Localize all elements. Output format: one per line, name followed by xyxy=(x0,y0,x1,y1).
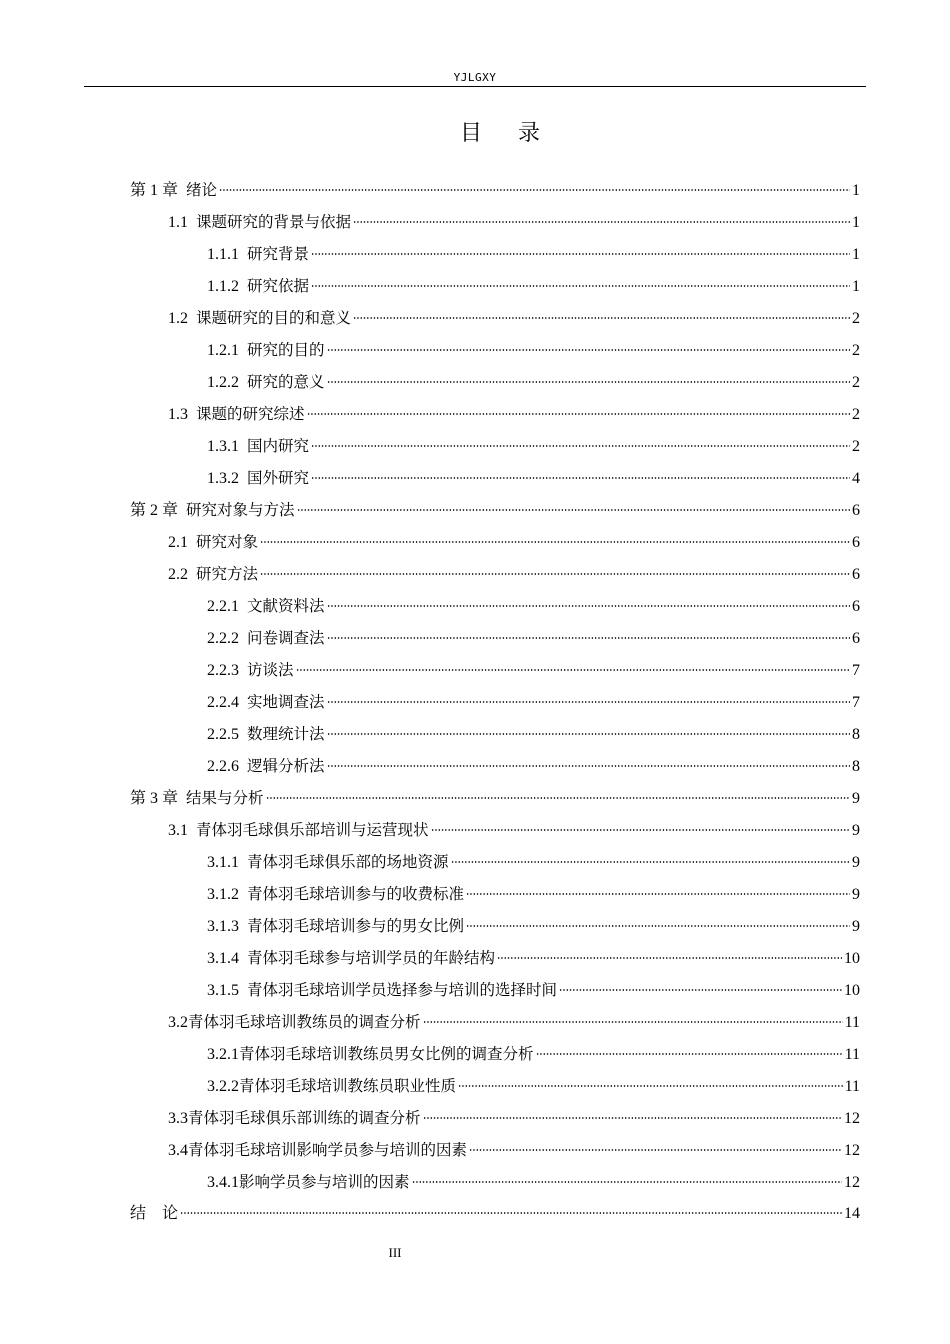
toc-entry-page: 9 xyxy=(852,918,860,935)
toc-dot-leader xyxy=(327,637,850,639)
toc-entry[interactable] xyxy=(207,754,860,778)
toc-dot-leader xyxy=(353,221,850,223)
toc-entry-title: 逻辑分析法 xyxy=(247,757,325,775)
toc-entry-page: 8 xyxy=(852,726,860,743)
toc-entry-title: 研究的目的 xyxy=(247,341,325,359)
toc-entry-title: 研究对象与方法 xyxy=(186,501,295,519)
toc-dot-leader xyxy=(219,189,850,191)
toc-entry[interactable] xyxy=(207,242,860,266)
toc-entry-title: 数理统计法 xyxy=(247,725,325,743)
toc-entry-number: 3.1 xyxy=(168,822,188,839)
toc-entry-title: 访谈法 xyxy=(247,661,294,679)
toc-entry[interactable] xyxy=(207,850,860,874)
toc-entry-page: 2 xyxy=(852,374,860,391)
toc-entry-page: 2 xyxy=(852,310,860,327)
toc-entry-page: 11 xyxy=(844,1014,860,1031)
toc-dot-leader xyxy=(260,541,850,543)
toc-entry[interactable] xyxy=(207,914,860,938)
toc-entry-title: 青体羽毛球培训学员选择参与培训的选择时间 xyxy=(247,981,558,999)
toc-entry-number: 2.2 xyxy=(168,566,188,583)
toc-entry[interactable] xyxy=(168,306,860,330)
toc-entry-title: 课题研究的背景与依据 xyxy=(196,213,352,231)
toc-dot-leader xyxy=(297,509,850,511)
toc-entry-title: 青体羽毛球俱乐部培训与运营现状 xyxy=(196,821,429,839)
toc-dot-leader xyxy=(327,701,850,703)
toc-entry[interactable] xyxy=(207,1170,860,1194)
toc-entry-number: 第 3 章 xyxy=(130,790,179,807)
toc-entry[interactable] xyxy=(168,1106,860,1130)
toc-entry-page: 9 xyxy=(852,854,860,871)
toc-dot-leader xyxy=(431,829,850,831)
toc-entry-page: 12 xyxy=(844,1174,860,1191)
toc-entry-number: 1.2.2 xyxy=(207,374,239,391)
toc-entry-page: 1 xyxy=(852,278,860,295)
toc-entry-page: 10 xyxy=(844,950,860,967)
toc-entry-page: 9 xyxy=(852,822,860,839)
toc-entry-number: 3.3 xyxy=(168,1110,188,1127)
toc-entry[interactable] xyxy=(130,786,860,810)
toc-dot-leader xyxy=(311,445,850,447)
toc-entry[interactable] xyxy=(168,210,860,234)
toc-entry-number: 3.4.1 xyxy=(207,1174,239,1191)
running-header: YJLGXY xyxy=(453,71,497,84)
toc-dot-leader xyxy=(412,1181,842,1183)
toc-dot-leader xyxy=(311,253,850,255)
toc-dot-leader xyxy=(497,957,842,959)
toc-entry-page: 6 xyxy=(852,566,860,583)
toc-entry[interactable] xyxy=(207,690,860,714)
toc-entry-number: 2.2.5 xyxy=(207,726,239,743)
toc-entry-number: 2.2.1 xyxy=(207,598,239,615)
toc-entry-title: 研究对象 xyxy=(196,533,259,551)
toc-dot-leader xyxy=(469,1149,842,1151)
toc-entry[interactable] xyxy=(207,946,860,970)
toc-entry[interactable] xyxy=(207,1074,860,1098)
toc-entry-title: 研究背景 xyxy=(247,245,310,263)
toc-dot-leader xyxy=(311,477,850,479)
toc-entry-page: 4 xyxy=(852,470,860,487)
toc-entry-title: 青体羽毛球参与培训学员的年龄结构 xyxy=(247,949,496,967)
toc-entry-number: 3.4 xyxy=(168,1142,188,1159)
toc-entry[interactable] xyxy=(168,530,860,554)
toc-entry[interactable] xyxy=(207,274,860,298)
toc-entry-page: 1 xyxy=(852,214,860,231)
toc-title xyxy=(0,116,950,147)
toc-dot-leader xyxy=(451,861,850,863)
toc-entry[interactable] xyxy=(130,498,860,522)
toc-dot-leader xyxy=(327,733,850,735)
toc-dot-leader xyxy=(559,989,842,991)
toc-entry-page: 9 xyxy=(852,886,860,903)
toc-entry-page: 6 xyxy=(852,502,860,519)
toc-title-char: 录 xyxy=(518,121,541,146)
toc-entry-number: 1.3.2 xyxy=(207,470,239,487)
toc-entry-title: 国外研究 xyxy=(247,469,310,487)
toc-entry-title: 研究依据 xyxy=(247,277,310,295)
toc-dot-leader xyxy=(423,1021,843,1023)
toc-entry-title: 青体羽毛球培训教练员职业性质 xyxy=(239,1077,457,1095)
toc-entry[interactable] xyxy=(207,722,860,746)
toc-dot-leader xyxy=(266,797,850,799)
toc-dot-leader xyxy=(536,1053,843,1055)
toc-entry-title: 文献资料法 xyxy=(247,597,325,615)
toc-title-char: 目 xyxy=(459,121,482,146)
toc-entry-title: 课题的研究综述 xyxy=(196,405,305,423)
toc-entry-title: 青体羽毛球培训教练员的调查分析 xyxy=(188,1013,421,1031)
toc-entry-page: 7 xyxy=(852,694,860,711)
toc-dot-leader xyxy=(307,413,850,415)
toc-entry[interactable] xyxy=(168,818,860,842)
toc-entry-title: 结果与分析 xyxy=(186,789,264,807)
toc-entry[interactable] xyxy=(130,1202,860,1226)
toc-entry-page: 2 xyxy=(852,342,860,359)
toc-entry-title: 问卷调查法 xyxy=(247,629,325,647)
toc-dot-leader xyxy=(327,349,850,351)
header-rule xyxy=(84,86,866,87)
toc-entry-title: 青体羽毛球俱乐部的场地资源 xyxy=(247,853,449,871)
toc-entry-number: 3.2 xyxy=(168,1014,188,1031)
toc-entry[interactable] xyxy=(207,466,860,490)
toc-entry-number: 1.3.1 xyxy=(207,438,239,455)
toc-entry-number: 2.2.4 xyxy=(207,694,239,711)
toc-entry-page: 1 xyxy=(852,182,860,199)
toc-entry-title: 实地调查法 xyxy=(247,693,325,711)
toc-entry-title: 国内研究 xyxy=(247,437,310,455)
toc-entry-number: 1.1.2 xyxy=(207,278,239,295)
toc-entry-number: 1.1.1 xyxy=(207,246,239,263)
toc-entry-number: 1.2 xyxy=(168,310,188,327)
toc-entry-page: 9 xyxy=(852,790,860,807)
toc-dot-leader xyxy=(260,573,850,575)
toc-entry-number: 1.1 xyxy=(168,214,188,231)
toc-entry[interactable] xyxy=(207,594,860,618)
toc-entry-page: 8 xyxy=(852,758,860,775)
toc-entry-number: 3.1.5 xyxy=(207,982,239,999)
toc-entry-number: 2.2.2 xyxy=(207,630,239,647)
toc-entry-title: 青体羽毛球培训影响学员参与培训的因素 xyxy=(188,1141,468,1159)
toc-entry-title: 影响学员参与培训的因素 xyxy=(239,1173,410,1191)
toc-entry-number: 3.1.1 xyxy=(207,854,239,871)
toc-entry-number: 1.2.1 xyxy=(207,342,239,359)
toc-dot-leader xyxy=(458,1085,843,1087)
toc-entry-number: 3.1.4 xyxy=(207,950,239,967)
toc-entry[interactable] xyxy=(207,658,860,682)
toc-entry[interactable] xyxy=(207,626,860,650)
toc-dot-leader xyxy=(466,925,850,927)
toc-entry-page: 6 xyxy=(852,598,860,615)
toc-entry-title: 课题研究的目的和意义 xyxy=(196,309,352,327)
toc-entry[interactable] xyxy=(207,882,860,906)
toc-entry-number: 第 1 章 xyxy=(130,182,179,199)
toc-entry-page: 1 xyxy=(852,246,860,263)
toc-entry-page: 6 xyxy=(852,534,860,551)
toc-entry-title: 青体羽毛球培训参与的收费标准 xyxy=(247,885,465,903)
toc-entry-title: 绪论 xyxy=(186,181,218,199)
toc-dot-leader xyxy=(296,669,850,671)
toc-entry[interactable] xyxy=(207,370,860,394)
toc-entry-page: 2 xyxy=(852,438,860,455)
toc-entry[interactable] xyxy=(207,978,860,1002)
toc-entry-page: 2 xyxy=(852,406,860,423)
toc-entry[interactable] xyxy=(168,562,860,586)
toc-entry[interactable] xyxy=(130,178,860,202)
toc-dot-leader xyxy=(353,317,850,319)
footer-page-number: III xyxy=(388,1245,402,1260)
toc-entry[interactable] xyxy=(207,338,860,362)
toc-entry[interactable] xyxy=(207,434,860,458)
toc-entry-page: 12 xyxy=(844,1142,860,1159)
toc-dot-leader xyxy=(327,381,850,383)
toc-entry[interactable] xyxy=(168,1138,860,1162)
toc-entry-page: 14 xyxy=(844,1205,860,1222)
toc-entry-number: 2.2.3 xyxy=(207,662,239,679)
toc-dot-leader xyxy=(180,1212,842,1214)
toc-entry-page: 10 xyxy=(844,982,860,999)
toc-entry-number: 结 论 xyxy=(130,1205,179,1222)
toc-dot-leader xyxy=(327,605,850,607)
toc-entry-page: 11 xyxy=(844,1046,860,1063)
toc-entry-page: 11 xyxy=(844,1078,860,1095)
toc-entry-number: 2.2.6 xyxy=(207,758,239,775)
toc-entry-number: 2.1 xyxy=(168,534,188,551)
toc-entry-page: 6 xyxy=(852,630,860,647)
toc-entry-title: 青体羽毛球培训教练员男女比例的调查分析 xyxy=(239,1045,534,1063)
toc-entry-number: 3.2.2 xyxy=(207,1078,239,1095)
toc-entry-number: 第 2 章 xyxy=(130,502,179,519)
toc-entry[interactable] xyxy=(168,402,860,426)
toc-dot-leader xyxy=(327,765,850,767)
toc-entry-page: 7 xyxy=(852,662,860,679)
toc-entry-number: 3.1.2 xyxy=(207,886,239,903)
toc-entry-title: 青体羽毛球俱乐部训练的调查分析 xyxy=(188,1109,421,1127)
toc-entry-number: 3.1.3 xyxy=(207,918,239,935)
toc-dot-leader xyxy=(466,893,850,895)
toc-entry-page: 12 xyxy=(844,1110,860,1127)
toc-entry-number: 1.3 xyxy=(168,406,188,423)
toc-entry-title: 青体羽毛球培训参与的男女比例 xyxy=(247,917,465,935)
toc-entry[interactable] xyxy=(207,1042,860,1066)
toc-entry-title: 研究方法 xyxy=(196,565,259,583)
toc-entry-number: 3.2.1 xyxy=(207,1046,239,1063)
toc-entry[interactable] xyxy=(168,1010,860,1034)
toc-dot-leader xyxy=(311,285,850,287)
toc-dot-leader xyxy=(423,1117,842,1119)
toc-entry-title: 研究的意义 xyxy=(247,373,325,391)
